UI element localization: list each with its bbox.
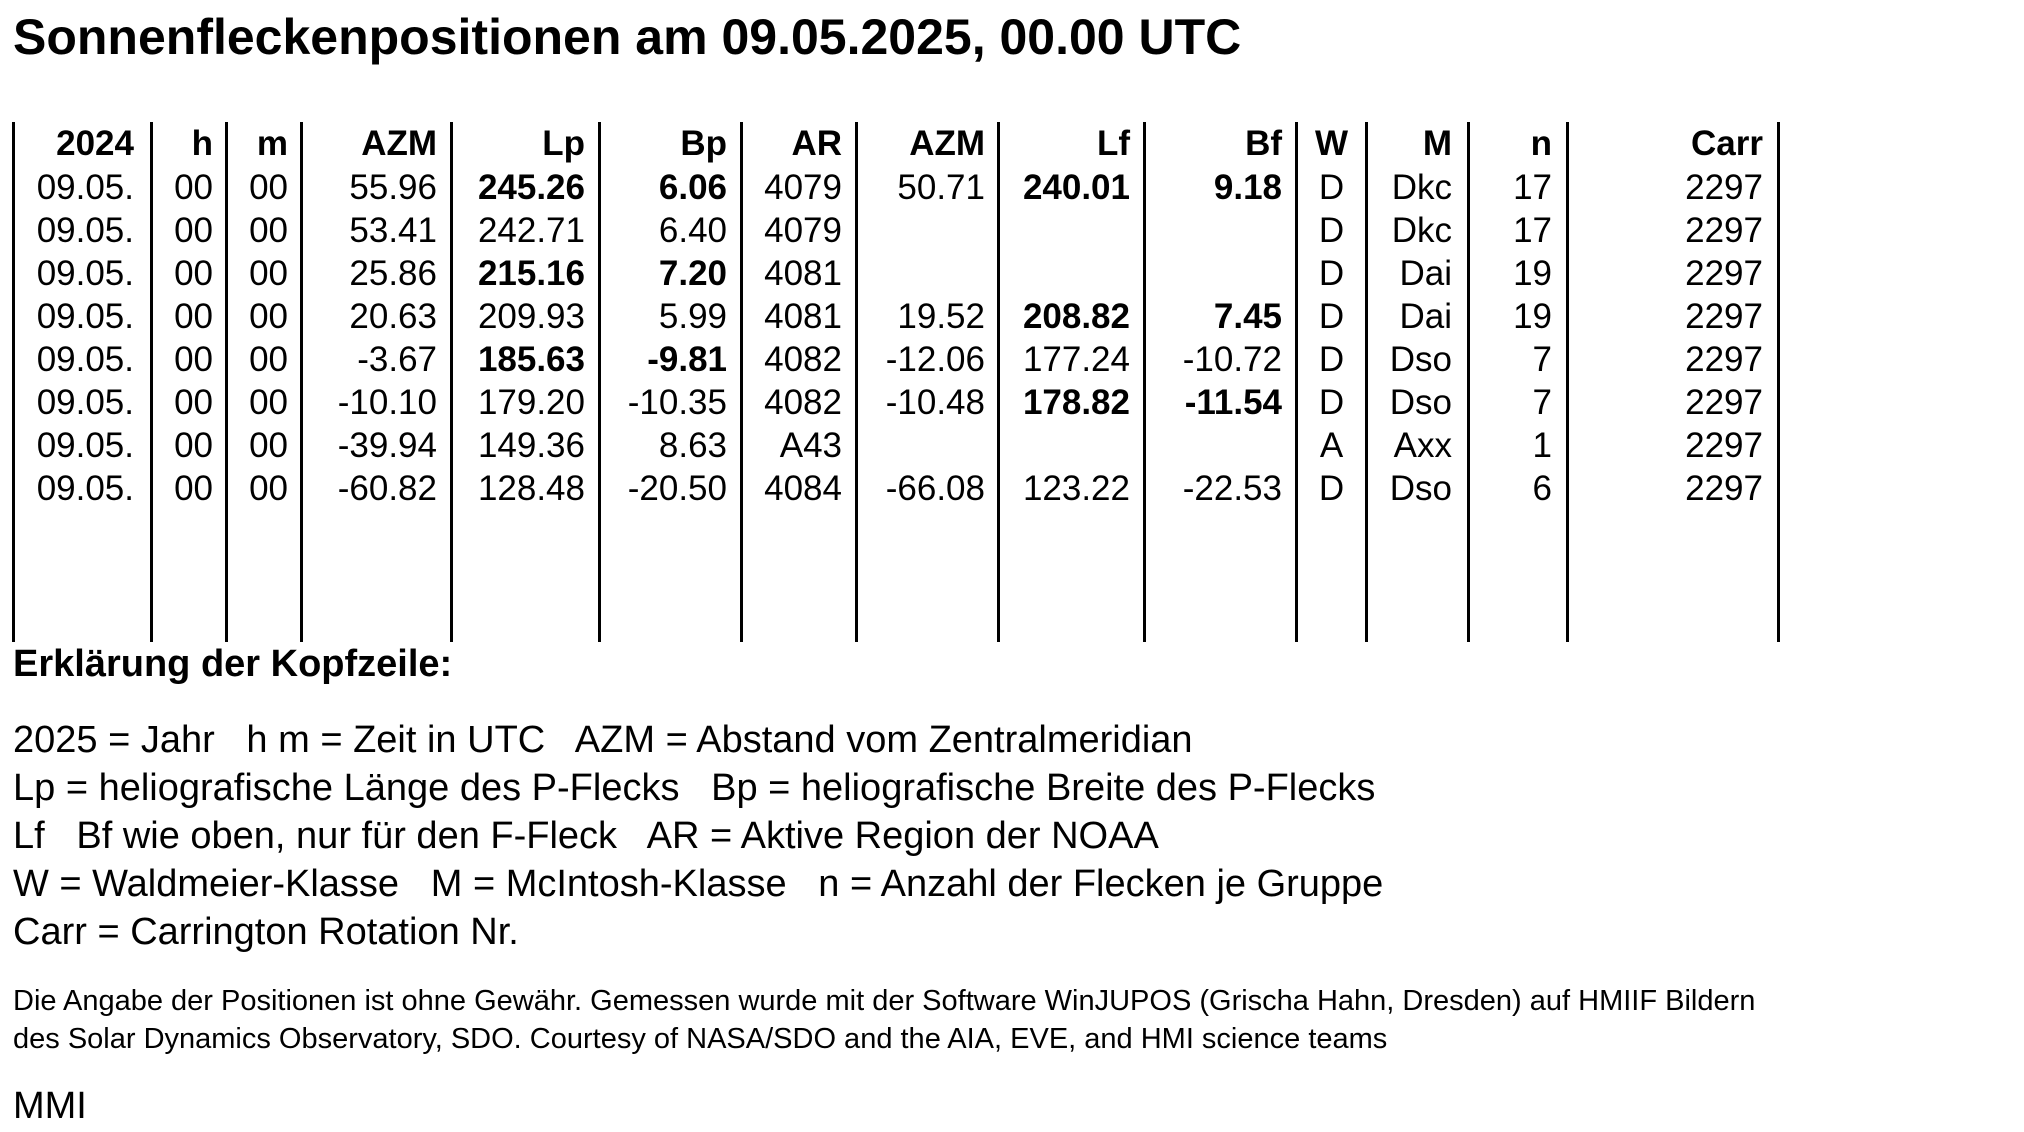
cell-bf: -22.53	[1182, 469, 1282, 508]
cell-bf	[1146, 252, 1282, 295]
cell-azm-f: -66.08	[885, 469, 985, 508]
cell-ar: 4084	[764, 469, 842, 508]
cell-azm-f	[858, 252, 985, 295]
cell-bf: -11.54	[1184, 383, 1282, 422]
table-row	[0, 295, 1800, 338]
table-row	[0, 209, 1800, 252]
disclaimer-line: Die Angabe der Positionen ist ohne Gewähr. Gemessen wurde mit der Software WinJUPOS (Grischa Hahn, Dresden) auf HMIIF Bildern	[13, 985, 1756, 1017]
cell-lf	[1000, 209, 1130, 252]
header-azm-f: AZM	[909, 124, 985, 163]
header-hour: h	[191, 124, 213, 163]
cell-bp: 6.40	[658, 211, 727, 250]
cell-minute: 00	[249, 168, 288, 207]
legend-line: Lp = heliografische Länge des P-Flecks Bp = heliografische Breite des P-Flecks	[13, 767, 1376, 809]
legend-line: Carr = Carrington Rotation Nr.	[13, 911, 519, 953]
cell-minute: 00	[249, 426, 288, 465]
cell-carrington: 2297	[1685, 469, 1763, 508]
header-lf: Lf	[1096, 124, 1130, 163]
cell-mcintosh: Dai	[1399, 297, 1452, 336]
cell-azm-p: -60.82	[337, 469, 437, 508]
cell-waldmeier: D	[1318, 383, 1345, 422]
cell-waldmeier: D	[1318, 297, 1345, 336]
cell-count: 19	[1513, 297, 1552, 336]
cell-date: 09.05.	[36, 426, 134, 465]
cell-mcintosh: Dai	[1399, 254, 1452, 293]
cell-waldmeier: D	[1318, 168, 1345, 207]
cell-azm-p: -10.10	[337, 383, 437, 422]
header-bf: Bf	[1245, 124, 1282, 163]
cell-carrington: 2297	[1685, 426, 1763, 465]
cell-date: 09.05.	[36, 211, 134, 250]
header-year: 2024	[56, 124, 134, 163]
cell-count: 7	[1532, 340, 1552, 379]
header-azm-p: AZM	[361, 124, 437, 163]
cell-azm-p: 55.96	[349, 168, 437, 207]
cell-ar: 4079	[764, 211, 842, 250]
cell-hour: 00	[174, 211, 213, 250]
cell-date: 09.05.	[36, 168, 134, 207]
cell-ar: 4081	[764, 297, 842, 336]
cell-bf: 7.45	[1213, 297, 1282, 336]
cell-azm-f: -12.06	[885, 340, 985, 379]
header-ar: AR	[791, 124, 842, 163]
cell-ar: 4079	[764, 168, 842, 207]
cell-ar: 4082	[764, 340, 842, 379]
legend-title: Erklärung der Kopfzeile:	[13, 643, 453, 685]
cell-minute: 00	[249, 340, 288, 379]
cell-lp: 242.71	[477, 211, 585, 250]
cell-mcintosh: Dso	[1389, 469, 1452, 508]
cell-lp: 128.48	[477, 469, 585, 508]
cell-bp: 8.63	[658, 426, 727, 465]
cell-waldmeier: D	[1318, 469, 1345, 508]
cell-carrington: 2297	[1685, 211, 1763, 250]
cell-waldmeier: D	[1318, 211, 1345, 250]
cell-count: 1	[1532, 426, 1552, 465]
legend-line: Lf Bf wie oben, nur für den F-Fleck AR = Aktive Region der NOAA	[13, 815, 1159, 857]
cell-lf	[1000, 424, 1130, 467]
cell-lp: 179.20	[477, 383, 585, 422]
header-minute: m	[256, 124, 288, 163]
cell-carrington: 2297	[1685, 340, 1763, 379]
legend-line: W = Waldmeier-Klasse M = McIntosh-Klasse n = Anzahl der Flecken je Gruppe	[13, 863, 1384, 905]
cell-azm-f	[858, 424, 985, 467]
cell-bp: -10.35	[627, 383, 727, 422]
cell-carrington: 2297	[1685, 383, 1763, 422]
cell-count: 6	[1532, 469, 1552, 508]
cell-azm-f	[858, 209, 985, 252]
cell-hour: 00	[174, 340, 213, 379]
table-row	[0, 424, 1800, 467]
cell-azm-p: 25.86	[349, 254, 437, 293]
cell-mcintosh: Dkc	[1391, 168, 1452, 207]
cell-azm-p: 53.41	[349, 211, 437, 250]
cell-lp: 149.36	[477, 426, 585, 465]
disclaimer-line: des Solar Dynamics Observatory, SDO. Courtesy of NASA/SDO and the AIA, EVE, and HMI science teams	[13, 1023, 1388, 1055]
table-row	[0, 467, 1800, 510]
table-row	[0, 252, 1800, 295]
cell-bp: 7.20	[658, 254, 727, 293]
cell-hour: 00	[174, 297, 213, 336]
cell-lf: 178.82	[1022, 383, 1130, 422]
table-row	[0, 381, 1800, 424]
cell-date: 09.05.	[36, 469, 134, 508]
cell-minute: 00	[249, 383, 288, 422]
cell-mcintosh: Dso	[1389, 383, 1452, 422]
cell-azm-p: -3.67	[357, 340, 437, 379]
cell-minute: 00	[249, 297, 288, 336]
cell-mcintosh: Dso	[1389, 340, 1452, 379]
cell-waldmeier: D	[1318, 340, 1345, 379]
legend-line: 2025 = Jahr h m = Zeit in UTC AZM = Abstand vom Zentralmeridian	[13, 719, 1193, 761]
cell-mcintosh: Dkc	[1391, 211, 1452, 250]
cell-minute: 00	[249, 211, 288, 250]
cell-lf: 208.82	[1022, 297, 1130, 336]
cell-date: 09.05.	[36, 340, 134, 379]
cell-carrington: 2297	[1685, 168, 1763, 207]
cell-azm-p: 20.63	[349, 297, 437, 336]
cell-carrington: 2297	[1685, 254, 1763, 293]
cell-hour: 00	[174, 469, 213, 508]
cell-lp: 245.26	[477, 168, 585, 207]
cell-bf: -10.72	[1182, 340, 1282, 379]
cell-bp: 6.06	[658, 168, 727, 207]
cell-waldmeier: D	[1318, 254, 1345, 293]
cell-hour: 00	[174, 383, 213, 422]
header-lp: Lp	[542, 124, 585, 163]
cell-count: 17	[1513, 168, 1552, 207]
cell-bp: 5.99	[658, 297, 727, 336]
cell-azm-p: -39.94	[337, 426, 437, 465]
cell-bp: -9.81	[647, 340, 727, 379]
cell-lf: 240.01	[1022, 168, 1130, 207]
header-carrington: Carr	[1691, 124, 1763, 163]
cell-lp: 209.93	[477, 297, 585, 336]
cell-ar: 4081	[764, 254, 842, 293]
cell-ar: A43	[779, 426, 842, 465]
cell-bf	[1146, 424, 1282, 467]
cell-carrington: 2297	[1685, 297, 1763, 336]
table-header	[0, 122, 1800, 165]
header-bp: Bp	[680, 124, 727, 163]
header-mcintosh: M	[1422, 124, 1452, 163]
cell-hour: 00	[174, 426, 213, 465]
cell-bf	[1146, 209, 1282, 252]
page-title: Sonnenfleckenpositionen am 09.05.2025, 00.00 UTC	[13, 9, 1242, 65]
signature: MMI	[13, 1085, 87, 1127]
header-count: n	[1530, 124, 1552, 163]
cell-lp: 215.16	[477, 254, 585, 293]
cell-azm-f: -10.48	[885, 383, 985, 422]
cell-minute: 00	[249, 469, 288, 508]
cell-count: 19	[1513, 254, 1552, 293]
cell-azm-f: 19.52	[897, 297, 985, 336]
cell-ar: 4082	[764, 383, 842, 422]
cell-hour: 00	[174, 254, 213, 293]
cell-bp: -20.50	[627, 469, 727, 508]
cell-bf: 9.18	[1213, 168, 1282, 207]
cell-mcintosh: Axx	[1393, 426, 1452, 465]
cell-minute: 00	[249, 254, 288, 293]
cell-date: 09.05.	[36, 297, 134, 336]
cell-lf: 123.22	[1022, 469, 1130, 508]
cell-waldmeier: A	[1319, 426, 1344, 465]
table-row	[0, 338, 1800, 381]
table-row	[0, 166, 1800, 209]
cell-date: 09.05.	[36, 383, 134, 422]
sunspot-table	[0, 122, 1800, 642]
header-waldmeier: W	[1314, 124, 1349, 163]
cell-lf: 177.24	[1022, 340, 1130, 379]
cell-hour: 00	[174, 168, 213, 207]
cell-date: 09.05.	[36, 254, 134, 293]
cell-lp: 185.63	[477, 340, 585, 379]
cell-lf	[1000, 252, 1130, 295]
cell-count: 7	[1532, 383, 1552, 422]
cell-azm-f: 50.71	[897, 168, 985, 207]
cell-count: 17	[1513, 211, 1552, 250]
